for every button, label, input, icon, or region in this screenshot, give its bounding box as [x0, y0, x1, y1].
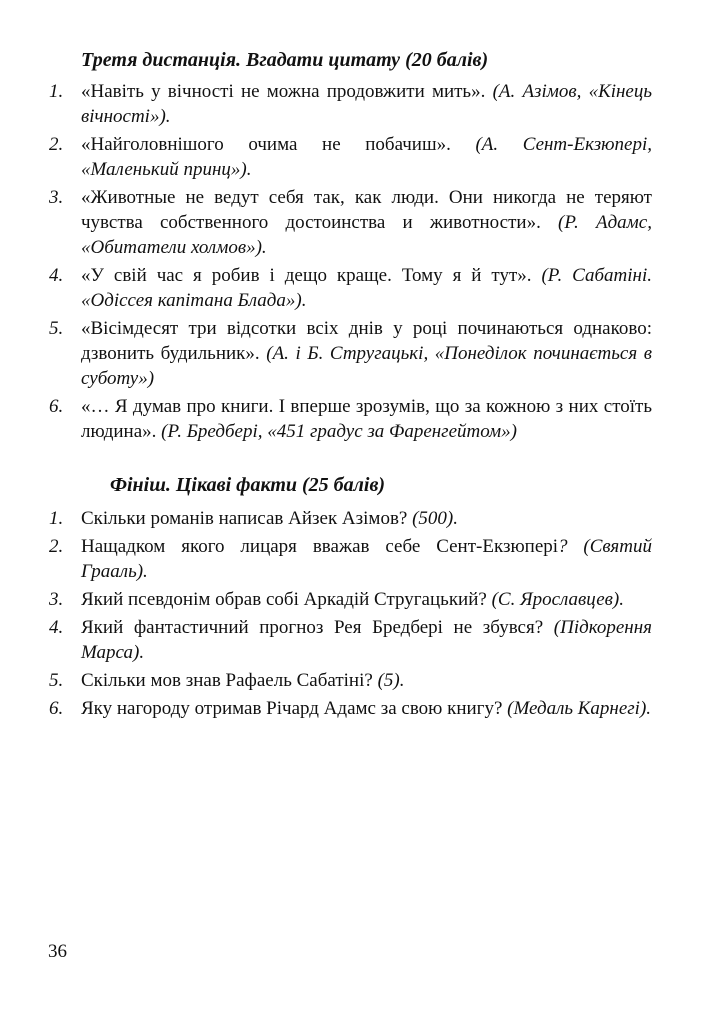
item-number: 6. [49, 396, 64, 417]
item-answer: (5). [377, 670, 405, 691]
list-item [48, 668, 652, 693]
item-number: 1. [49, 508, 64, 529]
item-text: «Вісімдесят три відсотки всіх днів у році починаються однаково: дзвонить будильник». [81, 318, 652, 364]
item-number: 4. [49, 617, 64, 638]
item-text: «Навіть у вічності не можна продовжити мить». [81, 81, 493, 102]
item-text: «Животные не ведут себя так, как люди. Они никогда не теряют чувства собственного достоинства и животности». [81, 187, 652, 233]
item-text: Який фантастичний прогноз Рея Бредбері не збувся? [81, 617, 554, 638]
list-item [48, 506, 652, 531]
item-answer: ? (Святий Грааль). [81, 536, 652, 582]
item-number: 5. [49, 670, 64, 691]
item-number: 6. [49, 698, 64, 719]
item-text: Яку нагороду отримав Річард Адамс за свою книгу? [81, 698, 508, 719]
item-answer: (Р. Бредбері, «451 градус за Фаренгейтом») [161, 421, 517, 442]
item-text: «У свій час я робив і дещо краще. Тому я й тут». [81, 265, 542, 286]
item-text: Нащадком якого лицаря вважав себе Сент-Екзюпері [81, 536, 559, 557]
item-answer: (А. Сент-Екзюпері, «Маленький принц»). [81, 134, 652, 180]
item-text: Який псевдонім обрав собі Аркадій Стругацький? [81, 589, 492, 610]
item-text: «Найголовнішого очима не побачиш». [81, 134, 476, 155]
list-item [48, 615, 652, 665]
list-item [48, 132, 652, 182]
item-number: 3. [49, 187, 64, 208]
item-number: 2. [49, 134, 64, 155]
list-item [48, 394, 652, 444]
item-answer: (Р. Сабатіні. «Одіссея капітана Блада»). [81, 265, 652, 311]
section-heading-facts: Фініш. Цікаві факти (25 балів) [110, 474, 386, 496]
item-answer: (А. і Б. Стругацькі, «Понеділок починається в суботу») [81, 343, 652, 389]
list-item [48, 79, 652, 129]
item-answer: (А. Азімов, «Кінець вічності»). [81, 81, 652, 127]
item-number: 2. [49, 536, 64, 557]
item-number: 4. [49, 265, 64, 286]
item-number: 3. [49, 589, 64, 610]
item-text: Скільки романів написав Айзек Азімов? [81, 508, 413, 529]
item-answer: (500). [412, 508, 459, 529]
list-item [48, 587, 652, 612]
item-number: 1. [49, 81, 64, 102]
list-item [48, 263, 652, 313]
item-answer: (Медаль Карнегі). [507, 698, 652, 719]
item-answer: (С. Ярославцев). [491, 589, 624, 610]
item-answer: (Р. Адамс, «Обитатели холмов»). [81, 212, 652, 258]
content [48, 47, 652, 724]
item-answer: (Підкорення Марса). [81, 617, 652, 663]
item-text: Скільки мов знав Рафаель Сабатіні? [81, 670, 378, 691]
facts-list [48, 506, 652, 721]
list-item [48, 316, 652, 391]
item-text: «… Я думав про книги. І вперше зрозумів, що за кожною з них стоїть людина». [81, 396, 652, 442]
list-item [48, 534, 652, 584]
section-heading-quotes: Третя дистанція. Вгадати цитату (20 балів) [81, 49, 489, 71]
list-item [48, 185, 652, 260]
quotes-list [48, 79, 652, 444]
page-number: 36 [48, 941, 67, 962]
list-item [48, 696, 652, 721]
item-number: 5. [49, 318, 64, 339]
